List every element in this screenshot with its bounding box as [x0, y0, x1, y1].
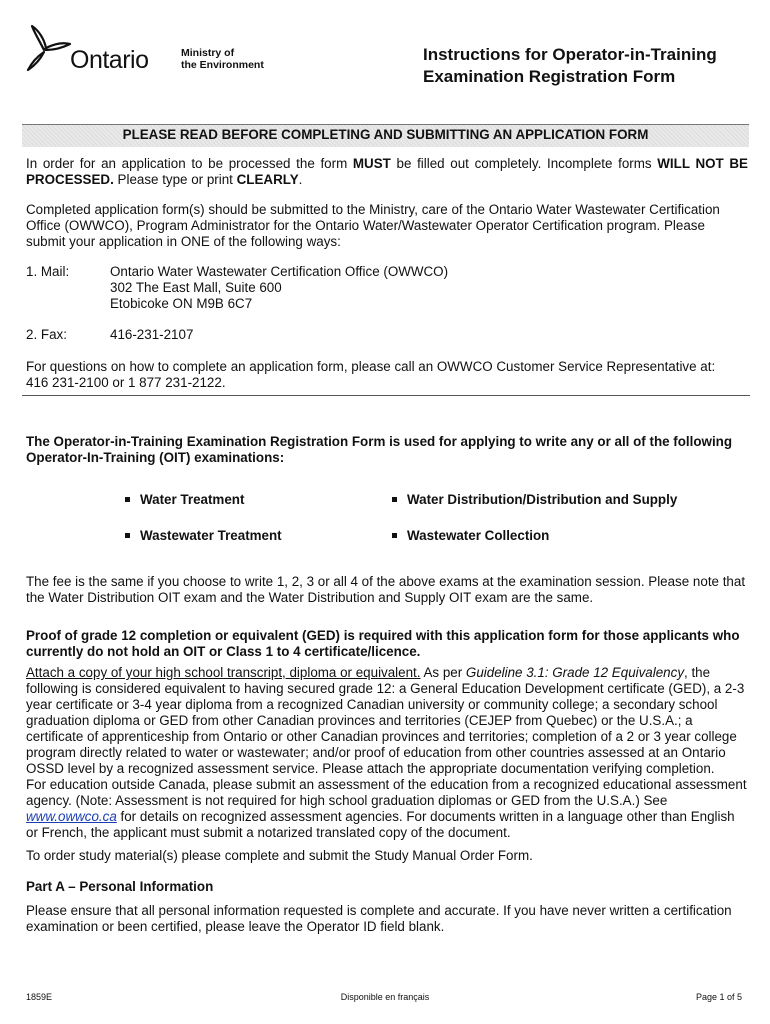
part-a-heading: Part A – Personal Information: [26, 879, 214, 894]
exam-bullet-wastewater-collection: Wastewater Collection: [392, 528, 549, 543]
bullet-icon: [392, 533, 397, 538]
french-availability: Disponible en français: [340, 992, 430, 1002]
proof-paragraph: Attach a copy of your high school transcript, diploma or equivalent. As per Guideline 3.1: Grade 12 Equivalency, the following is considered equivalent to having secured grade 12: a General Education Development certificate (GED), a 2-3 year certificate or 3-4 year diploma from a recognized Canadian university or community college; a secondary school graduation diploma or GED from other Canadian provinces and territories (CEJEP from Quebec) or the U.S.A.; a certificate of apprenticeship from Ontario or other Canadian provinces and territories; completion of a 2 or 3 year college program directly related to water or wastewater; and/or proof of education from other countries assessed at an Ontario OSSD level by a recognized assessment service. Please attach the appropriate documentation verifying completion. For education outside Canada, please submit an assessment of the education from a recognized educational assessment agency. (Note: Assessment is not required for high school graduation diplomas or GED from the U.S.A.) See www.owwco.ca for details on recognized assessment agencies. For documents written in a language other than English or French, the applicant must submit a notarized translated copy of the document.: [26, 665, 747, 840]
owwco-link[interactable]: www.owwco.ca: [26, 809, 117, 824]
study-material-note: To order study material(s) please complete and submit the Study Manual Order Form.: [26, 848, 533, 863]
form-number: 1859E: [26, 992, 53, 1002]
part-a-paragraph: Please ensure that all personal information requested is complete and accurate. If you have never written a certification examination or been certified, please leave the Operator ID field blank.: [26, 903, 732, 934]
bullet-icon: [125, 497, 130, 502]
banner-heading: PLEASE READ BEFORE COMPLETING AND SUBMITTING AN APPLICATION FORM: [122, 127, 649, 142]
fee-paragraph: The fee is the same if you choose to write 1, 2, 3 or all 4 of the above exams at the examination session. Please note that the Water Distribution OIT exam and the Water Distribution and Supply OIT exam are the same.: [26, 574, 746, 605]
section-divider: [22, 395, 750, 396]
intro-paragraph-1: In order for an application to be processed the form MUST be filled out completely. Incomplete forms WILL NOT BE PROCESSED. Please type or print CLEARLY.: [26, 156, 748, 187]
ministry-name: Ministry of the Environment: [181, 47, 264, 71]
page-number: Page 1 of 5: [695, 992, 742, 1002]
exam-bullet-water-distribution: Water Distribution/Distribution and Supply: [392, 492, 677, 507]
bullet-icon: [392, 497, 397, 502]
fax-number: 416-231-2107: [110, 327, 194, 342]
questions-paragraph: For questions on how to complete an application form, please call an OWWCO Customer Service Representative at: 416 231-2100 or 1 877 231-2122.: [26, 359, 716, 390]
exam-bullet-water-treatment: Water Treatment: [125, 492, 244, 507]
mail-label: 1. Mail:: [26, 264, 70, 279]
exam-bullet-wastewater-treatment: Wastewater Treatment: [125, 528, 282, 543]
oit-heading: The Operator-in-Training Examination Registration Form is used for applying to write any or all of the following Operator-In-Training (OIT) examinations:: [26, 434, 733, 465]
proof-heading: Proof of grade 12 completion or equivalent (GED) is required with this application form for those applicants who currently do not hold an OIT or Class 1 to 4 certificate/licence.: [26, 628, 740, 659]
mail-address: Ontario Water Wastewater Certification Office (OWWCO) 302 The East Mall, Suite 600 Etobicoke ON M9B 6C7: [110, 264, 449, 311]
intro-paragraph-2: Completed application form(s) should be submitted to the Ministry, care of the Ontario Water Wastewater Certification Office (OWWCO), Program Administrator for the Ontario Water/Wastewater Operator Certification program. Please submit your application in ONE of the following ways:: [26, 202, 720, 249]
page-title: Instructions for Operator-in-Training Examination Registration Form: [423, 45, 717, 86]
ontario-logo: [24, 20, 174, 80]
bullet-icon: [125, 533, 130, 538]
ontario-wordmark: Ontario: [70, 46, 149, 74]
fax-label: 2. Fax:: [26, 327, 67, 342]
